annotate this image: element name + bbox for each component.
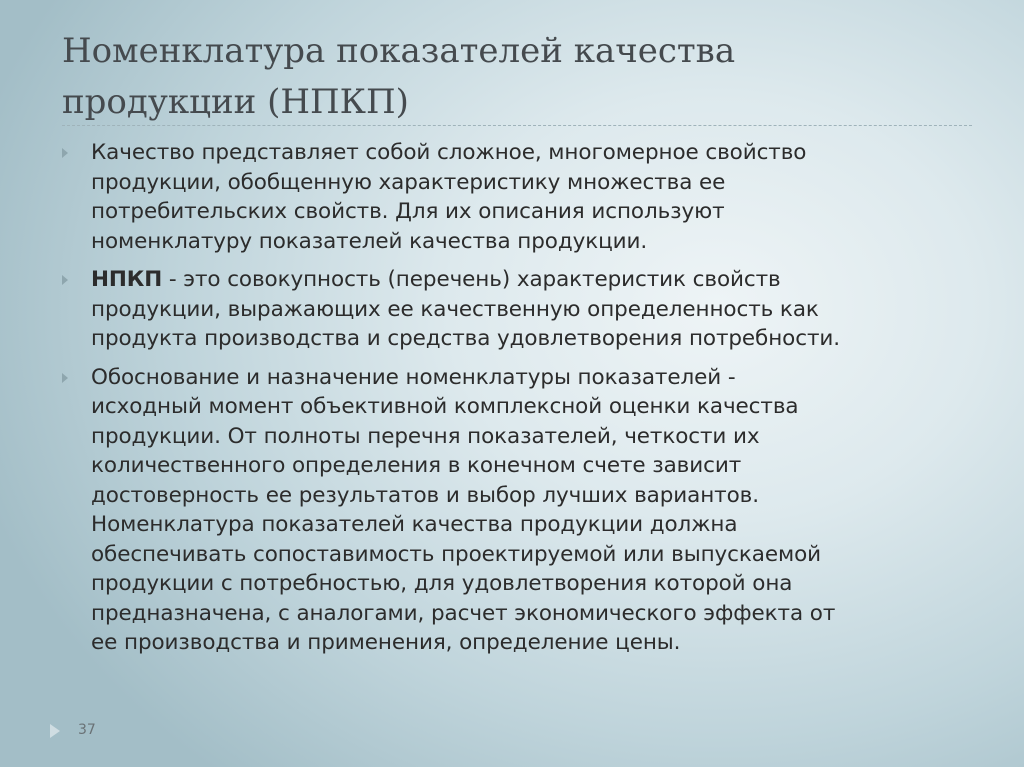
bullet-text [91,265,992,354]
bullet-1-line-3: потребительских свойств. Для их описания используют [91,199,725,224]
bullet-2-line-1-rest: - это совокупность (перечень) характеристик свойств [162,267,781,292]
bullet-item-3 [62,363,992,658]
bullet-triangle-icon [62,373,68,383]
title-line-2: продукции (НПКП) [62,82,409,122]
footer-triangle-icon [50,724,60,738]
title-line-1: Номенклатура показателей качества [62,31,736,71]
slide-title [62,26,962,128]
bullet-triangle-icon [62,148,68,158]
bullet-3-line-8: продукции с потребностью, для удовлетворения которой она [91,571,793,596]
bullet-3-line-4: количественного определения в конечном счете зависит [91,453,742,478]
bullet-3-line-5: достоверность ее результатов и выбор лучших вариантов. [91,482,759,508]
bullet-3-line-7: обеспечивать сопоставимость проектируемой или выпускаемой [91,541,822,567]
bullet-1-line-1: Качество представляет собой сложное, многомерное свойство [91,140,807,165]
bullet-text [91,363,992,658]
title-divider [62,125,972,126]
page-number: 37 [78,722,96,738]
bullet-item-1 [62,138,992,256]
bullet-triangle-icon [62,275,68,285]
bullet-3-line-3: продукции. От полноты перечня показателей, четкости их [91,423,760,449]
bullet-2-bold-term: НПКП [91,267,163,292]
bullet-1-line-2: продукции, обобщенную характеристику множества ее [91,169,726,195]
bullet-text [91,138,992,256]
bullet-3-line-9: предназначена, с аналогами, расчет экономического эффекта от [91,600,836,626]
bullet-3-line-2: исходный момент объективной комплексной оценки качества [91,394,799,419]
bullet-3-line-10: ее производства и применения, определение цены. [91,630,681,655]
bullet-2-line-3: продукта производства и средства удовлетворения потребности. [91,326,840,351]
bullet-3-line-1: Обоснование и назначение номенклатуры показателей - [91,364,736,390]
bullet-1-line-4: номенклатуру показателей качества продукции. [91,228,648,254]
bullet-2-line-2: продукции, выражающих ее качественную определенность как [91,296,819,322]
bullet-3-line-6: Номенклатура показателей качества продукции должна [91,512,738,537]
bullet-list [62,138,992,667]
bullet-item-2 [62,265,992,354]
